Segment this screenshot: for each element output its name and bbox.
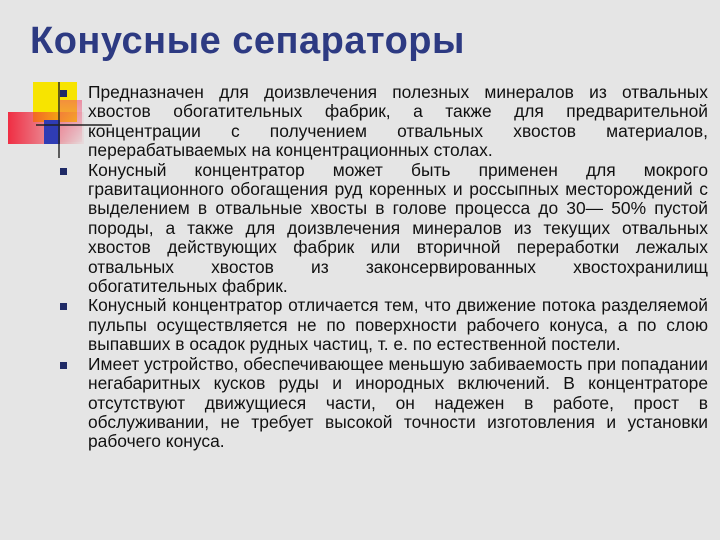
bullet-square-icon: [60, 90, 67, 97]
list-item: [48, 355, 708, 452]
slide-body: [48, 83, 708, 452]
bullet-list: [48, 83, 708, 452]
bullet-square-icon: [60, 362, 67, 369]
bullet-square-icon: [60, 168, 67, 175]
page-title: Конусные сепараторы: [30, 20, 465, 62]
list-item-text: Предназначен для доизвлечения полезных минералов из отвальных хвостов обогатительных фабрик, а также для предварительной концентрации с получением отвальных хвостов материалов, перерабатываемых на концентрационных столах.: [88, 82, 708, 161]
list-item: [48, 161, 708, 297]
list-item-text: Конусный концентратор может быть применен для мокрого гравитационного обогащения руд коренных и россыпных месторождений с выделением в отвальные хвосты в голове процесса до 30— 50% пустой породы, а также для доизвлечения минералов из текущих отвальных хвостов действующих фабрик или вторичной переработки лежалых отвальных хвостов из законсервированных хвостохранилищ обогатительных фабрик.: [88, 159, 708, 297]
list-item: [48, 83, 708, 161]
list-item: [48, 296, 708, 354]
bullet-square-icon: [60, 303, 67, 310]
list-item-text: Имеет устройство, обеспечивающее меньшую забиваемость при попадании негабаритных кусков руды и инородных включений. В концентраторе отсутствуют движущиеся части, он надежен в работе, прост в обслуживании, не требует высокой точности изготовления и установки рабочего конуса.: [88, 353, 708, 452]
list-item-text: Конусный концентратор отличается тем, что движение потока разделяемой пульпы осуществляется не по поверхности рабочего конуса, а по слою выпавших в осадок рудных частиц, т. е. по естественной постели.: [88, 295, 708, 355]
